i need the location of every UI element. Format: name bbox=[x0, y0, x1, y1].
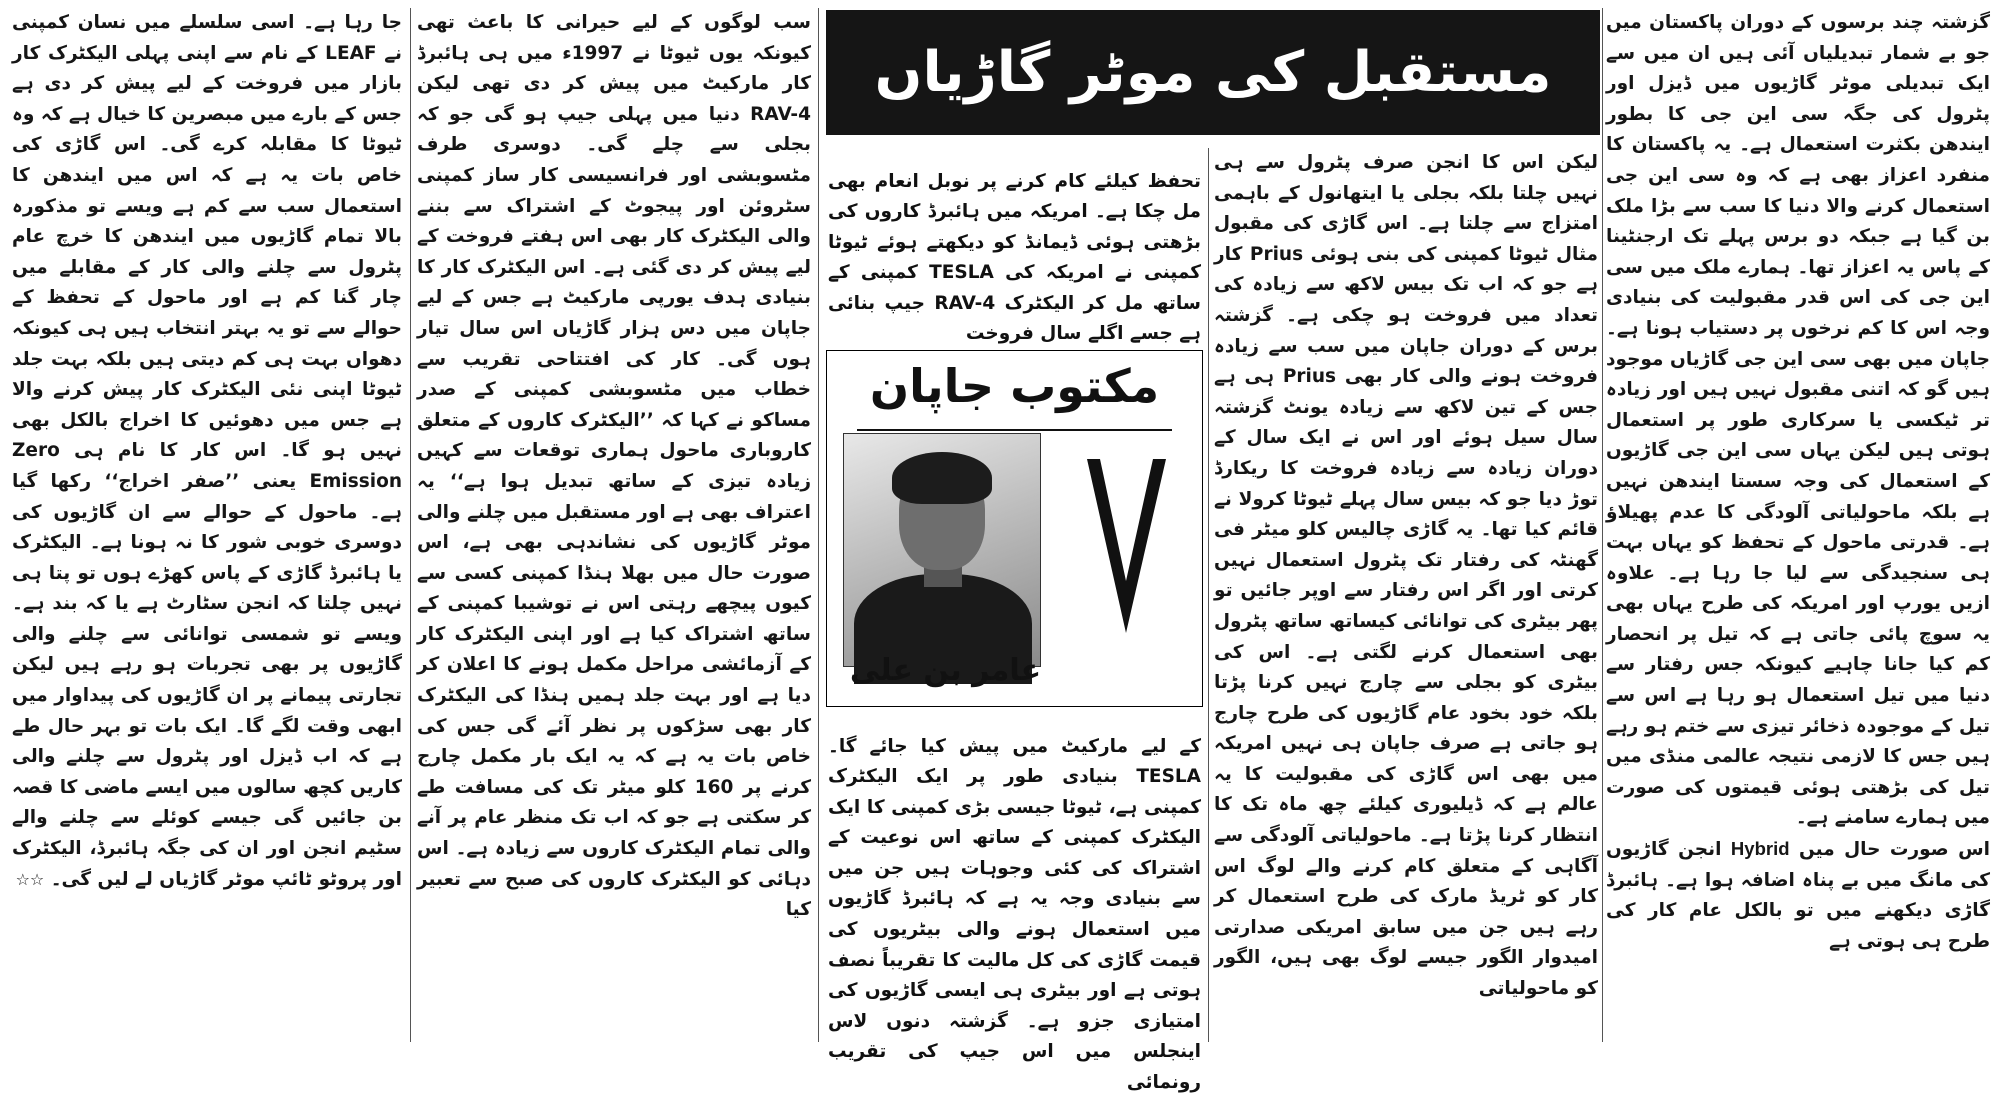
column-3-top-text: تحفظ کیلئے کام کرنے پر نوبل انعام بھی مل چکا ہے۔ امریکہ میں ہائبرڈ کاروں کی بڑھتی ہوئی ڈیمانڈ کو دیکھتے ہوئے ٹیوٹا کمپنی نے امریکہ کی TESLA کمپنی کے ساتھ مل کر الیکٹرک RAV-4 جیپ بنائی ہے جسے اگلے سال فروخت bbox=[828, 170, 1201, 345]
headline-banner bbox=[826, 10, 1600, 135]
end-mark: ☆☆ bbox=[15, 869, 45, 889]
column-3-bottom-text: کے لیے مارکیٹ میں پیش کیا جائے گا۔ TESLA بنیادی طور پر ایک الیکٹرک کمپنی ہے، ٹیوٹا جیسی بڑی کمپنی کا ایک الیکٹرک کمپنی کے ساتھ اس نوعیت کے اشتراک کی کئی وجوہات ہیں جن میں سے بنیادی وجہ یہ ہے کہ ہائبرڈ گاڑیوں میں استعمال ہونے والی بیٹریوں کی قیمت گاڑی کی کل مالیت کا تقریباً نصف ہوتی ہے اور بیٹری ہی ایسی گاڑیوں کی امتیازی جزو ہے۔ گزشتہ دنوں لاس اینجلس میں اس جیپ کی تقریب رونمائی bbox=[828, 735, 1201, 1094]
column-name-rule bbox=[857, 429, 1172, 431]
article-column-3-top bbox=[828, 148, 1201, 343]
column-1-paragraph-2 bbox=[1606, 834, 1990, 957]
column-emblem-icon bbox=[1079, 451, 1174, 641]
article-column-3-bottom bbox=[828, 713, 1201, 1094]
column-5-body: جا رہا ہے۔ اسی سلسلے میں نسان کمپنی نے LEAF کے نام سے اپنی پہلی الیکٹرک کار بازار میں فروخت کے لیے پیش کر دی ہے جس کے بارے میں مبصرین کا خیال ہے کہ وہ ٹیوٹا کا مقابلہ کرے گی۔ اس گاڑی کی خاص بات یہ ہے کہ اس میں ایندھن کا استعمال سب سے کم ہے ویسے تو مذکورہ بالا تمام گاڑیوں میں ایندھن کا خرچ عام پٹرول سے چلنے والی کار کے مقابلے میں چار گنا کم ہے اور ماحول کے تحفظ کے حوالے سے تو یہ بہتر انتخاب ہیں ہی کیونکہ دھواں بہت ہی کم دیتی ہیں بلکہ بہت جلد ٹیوٹا اپنی نئی الیکٹرک کار پیش کرنے والا ہے جس میں دھوئیں کا اخراج بالکل بھی نہیں ہو گا۔ اس کار کا نام ہی Zero Emission یعنی ’’صفر اخراج‘‘ رکھا گیا ہے۔ ماحول کے حوالے سے ان گاڑیوں کی دوسری خوبی شور کا نہ ہونا ہے۔ الیکٹرک یا ہائبرڈ گاڑی کے پاس کھڑے ہوں تو پتا ہی نہیں چلتا کہ انجن سٹارٹ ہے یا کہ بند ہے۔ ویسے تو شمسی توانائی سے چلنے والی گاڑیوں پر بھی تجربات ہو رہے ہیں لیکن تجارتی پیمانے پر ان گاڑیوں کی پیداوار میں ابھی وقت لگے گا۔ ایک بات تو بہر حال طے ہے کہ اب ڈیزل اور پٹرول سے چلنے والی کاریں کچھ سالوں میں ایسے ماضی کا قصہ بن جائیں گی جیسے کوئلے سے چلنے والے سٹیم انجن اور ان کی جگہ ہائبرڈ، الیکٹرک اور پروٹو ٹائپ موٹر گاڑیاں لے لیں گی۔ bbox=[12, 12, 402, 890]
column-4-text: سب لوگوں کے لیے حیرانی کا باعث تھی کیونکہ یوں ٹیوٹا نے 1997ء میں ہی ہائبرڈ کار مارکیٹ میں پیش کر دی تھی لیکن RAV-4 دنیا میں پہلی جیپ ہو گی جو کہ بجلی سے چلے گی۔ دوسری طرف مٹسوبشی اور فرانسیسی کار ساز کمپنی سٹروئن اور پیجوٹ کے اشتراک سے بننے والی الیکٹرک کار بھی اس ہفتے فروخت کے لیے پیش کر دی گئی ہے۔ اس الیکٹرک کار کا بنیادی ہدف یورپی مارکیٹ ہے جس کے لیے جاپان میں دس ہزار گاڑیاں اس سال تیار ہوں گی۔ کار کی افتتاحی تقریب سے خطاب میں مٹسوبشی کمپنی کے صدر مساکو نے کہا کہ ’’الیکٹرک کاروں کے متعلق کاروباری ماحول ہماری توقعات سے کہیں زیادہ تیزی کے ساتھ تبدیل ہوا ہے‘‘ یہ اعتراف بھی ہے اور مستقبل میں چلنے والی موٹر گاڑیوں کی نشاندہی بھی ہے، اس صورت حال میں بھلا ہنڈا کمپنی کسی سے کیوں پیچھے رہتی اس نے توشیبا کمپنی کے ساتھ اشتراک کیا ہے اور اپنی الیکٹرک کار کے آزمائشی مراحل مکمل ہونے کا اعلان کر دیا ہے اور بہت جلد ہمیں ہنڈا کی الیکٹرک کار بھی سڑکوں پر نظر آئے گی جس کی خاص بات یہ ہے کہ یہ ایک بار مکمل چارج کرنے پر 160 کلو میٹر تک کی مسافت طے کر سکتی ہے جو کہ اب تک منظر عام پر آنے والی تمام الیکٹرک کاروں سے زیادہ ہے۔ اس دہائی کو الیکٹرک کاروں کی صبح سے تعبیر کیا bbox=[417, 12, 811, 921]
column-1-paragraph-2-start: اس صورت حال میں bbox=[1799, 839, 1990, 861]
author-photo-hair bbox=[892, 452, 992, 504]
column-1-paragraph-2-rest: انجن گاڑیوں کی مانگ میں بے پناہ اضافہ ہوا ہے۔ ہائبرڈ گاڑی دیکھنے میں تو بالکل عام کار کی طرح ہی ہوتی ہے bbox=[1606, 839, 1990, 952]
column-1-text: گزشتہ چند برسوں کے دوران پاکستان میں جو بے شمار تبدیلیاں آئی ہیں ان میں سے ایک تبدیلی موٹر گاڑیوں میں ڈیزل اور پٹرول کی جگہ سی این جی کا بطور ایندھن بکثرت استعمال ہے۔ یہ پاکستان کا منفرد اعزاز بھی ہے کہ وہ سی این جی استعمال کرنے والا دنیا کا سب سے بڑا ملک بن گیا ہے جبکہ دو برس پہلے تک ارجنٹینا کے پاس یہ اعزاز تھا۔ ہمارے ملک میں سی این جی کی اس قدر مقبولیت کی بنیادی وجہ اس کا کم نرخوں پر دستیاب ہونا ہے۔ جاپان میں بھی سی این جی گاڑیاں موجود ہیں گو کہ اتنی مقبول نہیں ہیں اور زیادہ تر ٹیکسی یا سرکاری طور پر استعمال ہوتی ہیں لیکن یہاں سی این جی گاڑیوں کے استعمال کی وجہ سستا ایندھن نہیں ہے بلکہ ماحولیاتی آلودگی کا عدم پھیلاؤ ہے۔ قدرتی ماحول کے تحفظ کو یہاں بہت ہی سنجیدگی سے لیا جا رہا ہے۔ علاوہ ازیں یورپ اور امریکہ کی طرح یہاں بھی یہ سوچ پائی جاتی ہے کہ تیل پر انحصار کم کیا جانا چاہیے کیونکہ جس رفتار سے دنیا میں تیل استعمال ہو رہا ہے اس سے تیل کے موجودہ ذخائر تیزی سے ختم ہو رہے ہیں جس کا لازمی نتیجہ عالمی منڈی میں تیل کی بڑھتی ہوئی قیمتوں کی صورت میں ہمارے سامنے ہے۔ bbox=[1606, 12, 1990, 829]
column-5-text bbox=[12, 8, 402, 895]
article-column-4 bbox=[417, 8, 811, 1042]
column-divider bbox=[1208, 148, 1209, 1042]
column-divider bbox=[818, 8, 819, 1042]
headline-text: مستقبل کی موٹر گاڑیاں bbox=[874, 40, 1552, 105]
author-photo bbox=[843, 433, 1041, 667]
article-column-5 bbox=[12, 8, 402, 1042]
column-name: مکتوب جاپان bbox=[869, 359, 1160, 413]
column-2-body-text: لیکن اس کا انجن صرف پٹرول سے ہی نہیں چلتا بلکہ بجلی یا ایتھانول کے باہمی امتزاج سے چلتا ہے۔ اس گاڑی کی مقبول مثال ٹیوٹا کمپنی کی بنی ہوئی Prius کار ہے جو کہ اب تک بیس لاکھ سے زیادہ کی تعداد میں فروخت ہو چکی ہے۔ گزشتہ برس کے دوران جاپان میں سب سے زیادہ فروخت ہونے والی کار بھی Prius ہی ہے جس کے تین لاکھ سے زیادہ یونٹ گزشتہ سال سیل ہوئے اور اس نے ایک سال کے دوران زیادہ سے زیادہ فروخت کا ریکارڈ توڑ دیا جو کہ بیس سال پہلے ٹیوٹا کرولا نے قائم کیا تھا۔ یہ گاڑی چالیس کلو میٹر فی گھنٹہ کی رفتار تک پٹرول استعمال نہیں کرتی اور اگر اس رفتار سے اوپر جائیں تو پھر بیٹری کی توانائی کیساتھ ساتھ پٹرول بھی استعمال کرنے لگتی ہے۔ اس کی بیٹری کو بجلی سے چارج نہیں کرنا پڑتا بلکہ خود بخود عام گاڑیوں کی طرح چارج ہو جاتی ہے صرف جاپان ہی نہیں امریکہ میں بھی اس گاڑی کی مقبولیت کا یہ عالم ہے کہ ڈیلیوری کیلئے چھ ماہ تک کا انتظار کرنا پڑتا ہے۔ ماحولیاتی آلودگی سے آگاہی کے متعلق کام کرنے والے لوگ اس کار کو ٹریڈ مارک کی طرح استعمال کر رہے ہیں جن میں سابق امریکی صدارتی امیدوار الگور جیسے لوگ بھی ہیں، الگور کو ماحولیاتی bbox=[1214, 152, 1599, 1000]
author-name: عامر بن علی bbox=[849, 653, 1042, 688]
article-column-1 bbox=[1606, 8, 1990, 1042]
article-column-2-body bbox=[1214, 148, 1598, 1042]
hybrid-term: Hybrid bbox=[1730, 838, 1790, 860]
columnist-box bbox=[826, 350, 1203, 707]
column-divider bbox=[410, 8, 411, 1042]
column-divider bbox=[1602, 8, 1603, 1042]
